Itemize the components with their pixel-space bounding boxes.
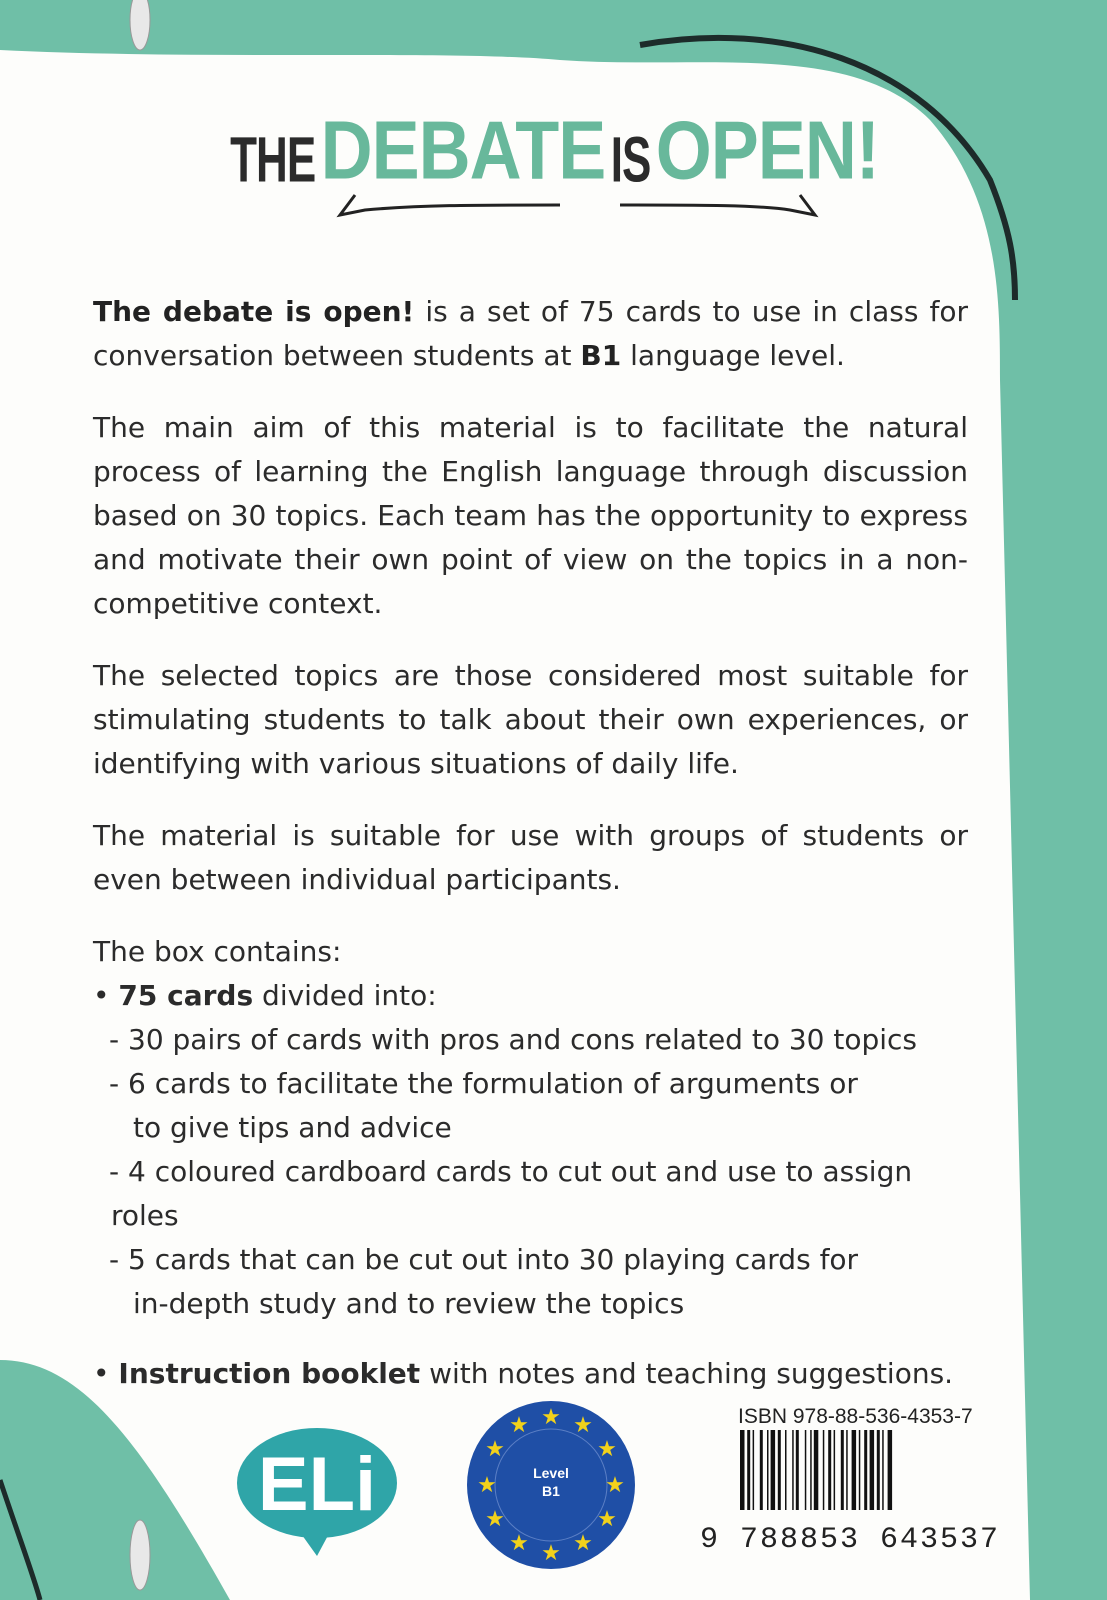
bullet-cards-text: divided into:	[253, 979, 437, 1012]
svg-text:★: ★	[477, 1473, 497, 1498]
svg-text:★: ★	[541, 1541, 561, 1566]
barcode-bar	[805, 1430, 807, 1510]
barcode-bar	[796, 1430, 799, 1510]
sub-item-line: to give tips and advice	[133, 1111, 452, 1144]
barcode-bar	[828, 1430, 831, 1510]
sub-item-line: - 4 coloured cardboard cards to cut out and use to assign roles	[109, 1155, 913, 1232]
barcode-bar	[864, 1430, 867, 1510]
eli-logo	[237, 1428, 397, 1558]
bullet-cards-bold: 75 cards	[118, 979, 254, 1012]
cefr-level-label: Level	[533, 1465, 569, 1481]
barcode-digits: 9 788853 643537	[700, 1523, 1001, 1557]
intro-text1: is a set of 75 cards to use in class for conversation between students at	[93, 295, 968, 372]
barcode-bar	[877, 1430, 880, 1510]
eli-logo-text: ELi	[257, 1442, 377, 1527]
barcode-bar	[859, 1430, 861, 1510]
sub-item-line: - 5 cards that can be cut out into 30 playing cards for	[109, 1243, 859, 1276]
barcode-bar	[753, 1430, 755, 1510]
svg-text:★: ★	[509, 1531, 529, 1556]
sub-item-line: - 30 pairs of cards with pros and cons related to 30 topics	[109, 1023, 918, 1056]
sub-item-line: - 6 cards to facilitate the formulation of arguments or	[109, 1067, 858, 1100]
sub-item-line: in-depth study and to review the topics	[133, 1287, 685, 1320]
barcode-bar	[792, 1430, 794, 1510]
title-debate: DEBATE	[320, 105, 606, 197]
intro-level: B1	[580, 339, 622, 372]
cefr-level	[466, 1464, 636, 1500]
barcode-bar	[834, 1430, 836, 1510]
svg-text:★: ★	[573, 1531, 593, 1556]
aim-paragraph: The main aim of this material is to facilitate the natural process of learning the English language through discussion based on 30 topics. Each team has the opportunity to express and motivate their own point of view on the topics in a non-competitive context.	[93, 411, 968, 620]
barcode-bar	[814, 1430, 819, 1510]
barcode-bar	[870, 1430, 875, 1510]
cefr-level-value: B1	[542, 1483, 560, 1499]
suitability-paragraph: The material is suitable for use with groups of students or even between individual participants.	[93, 819, 968, 896]
barcode-bar	[823, 1430, 825, 1510]
barcode-bar	[778, 1430, 781, 1510]
barcode-bar	[760, 1430, 763, 1510]
list-item	[93, 1238, 968, 1326]
svg-text:★: ★	[485, 1507, 505, 1532]
title-open: OPEN!	[655, 105, 879, 197]
svg-text:★: ★	[541, 1405, 561, 1430]
topics-paragraph: The selected topics are those considered most suitable for stimulating students to talk about their own experiences, or identifying with various situations of daily life.	[93, 659, 968, 780]
barcode	[738, 1430, 1008, 1510]
barcode-bar	[846, 1430, 848, 1510]
isbn: ISBN 978-88-536-4353-7	[738, 1405, 973, 1428]
description	[93, 290, 968, 1396]
barcode-bar	[767, 1430, 769, 1510]
intro-text2: language level.	[621, 339, 845, 372]
list-item	[93, 1062, 968, 1150]
svg-text:★: ★	[485, 1437, 505, 1462]
bullet-booklet-bold: Instruction booklet	[118, 1357, 421, 1390]
page-title	[0, 105, 1107, 197]
barcode-bar	[771, 1430, 776, 1510]
svg-text:★: ★	[597, 1507, 617, 1532]
intro-bold: The debate is open!	[93, 295, 415, 328]
box-heading: The box contains:	[93, 935, 342, 968]
barcode-bar	[785, 1430, 787, 1510]
barcode-bar	[888, 1430, 893, 1510]
intro-paragraph	[93, 290, 968, 378]
svg-text:★: ★	[509, 1413, 529, 1438]
barcode-bar	[852, 1430, 857, 1510]
barcode-bar	[882, 1430, 884, 1510]
bullet-cards: • 75 cards divided into:	[93, 979, 437, 1012]
svg-text:★: ★	[573, 1413, 593, 1438]
barcode-bar	[841, 1430, 844, 1510]
svg-text:★: ★	[605, 1473, 625, 1498]
bullet-booklet-text: with notes and teaching suggestions.	[420, 1357, 954, 1390]
barcode-bar	[740, 1430, 745, 1510]
barcode-bar	[747, 1430, 750, 1510]
list-item	[93, 1018, 968, 1062]
svg-text:★: ★	[597, 1437, 617, 1462]
barcode-bar	[810, 1430, 812, 1510]
title-the: THE	[230, 124, 316, 196]
list-item	[93, 1150, 968, 1238]
bullet-booklet: • Instruction booklet with notes and teaching suggestions.	[93, 1357, 954, 1390]
title-is: IS	[610, 124, 651, 196]
